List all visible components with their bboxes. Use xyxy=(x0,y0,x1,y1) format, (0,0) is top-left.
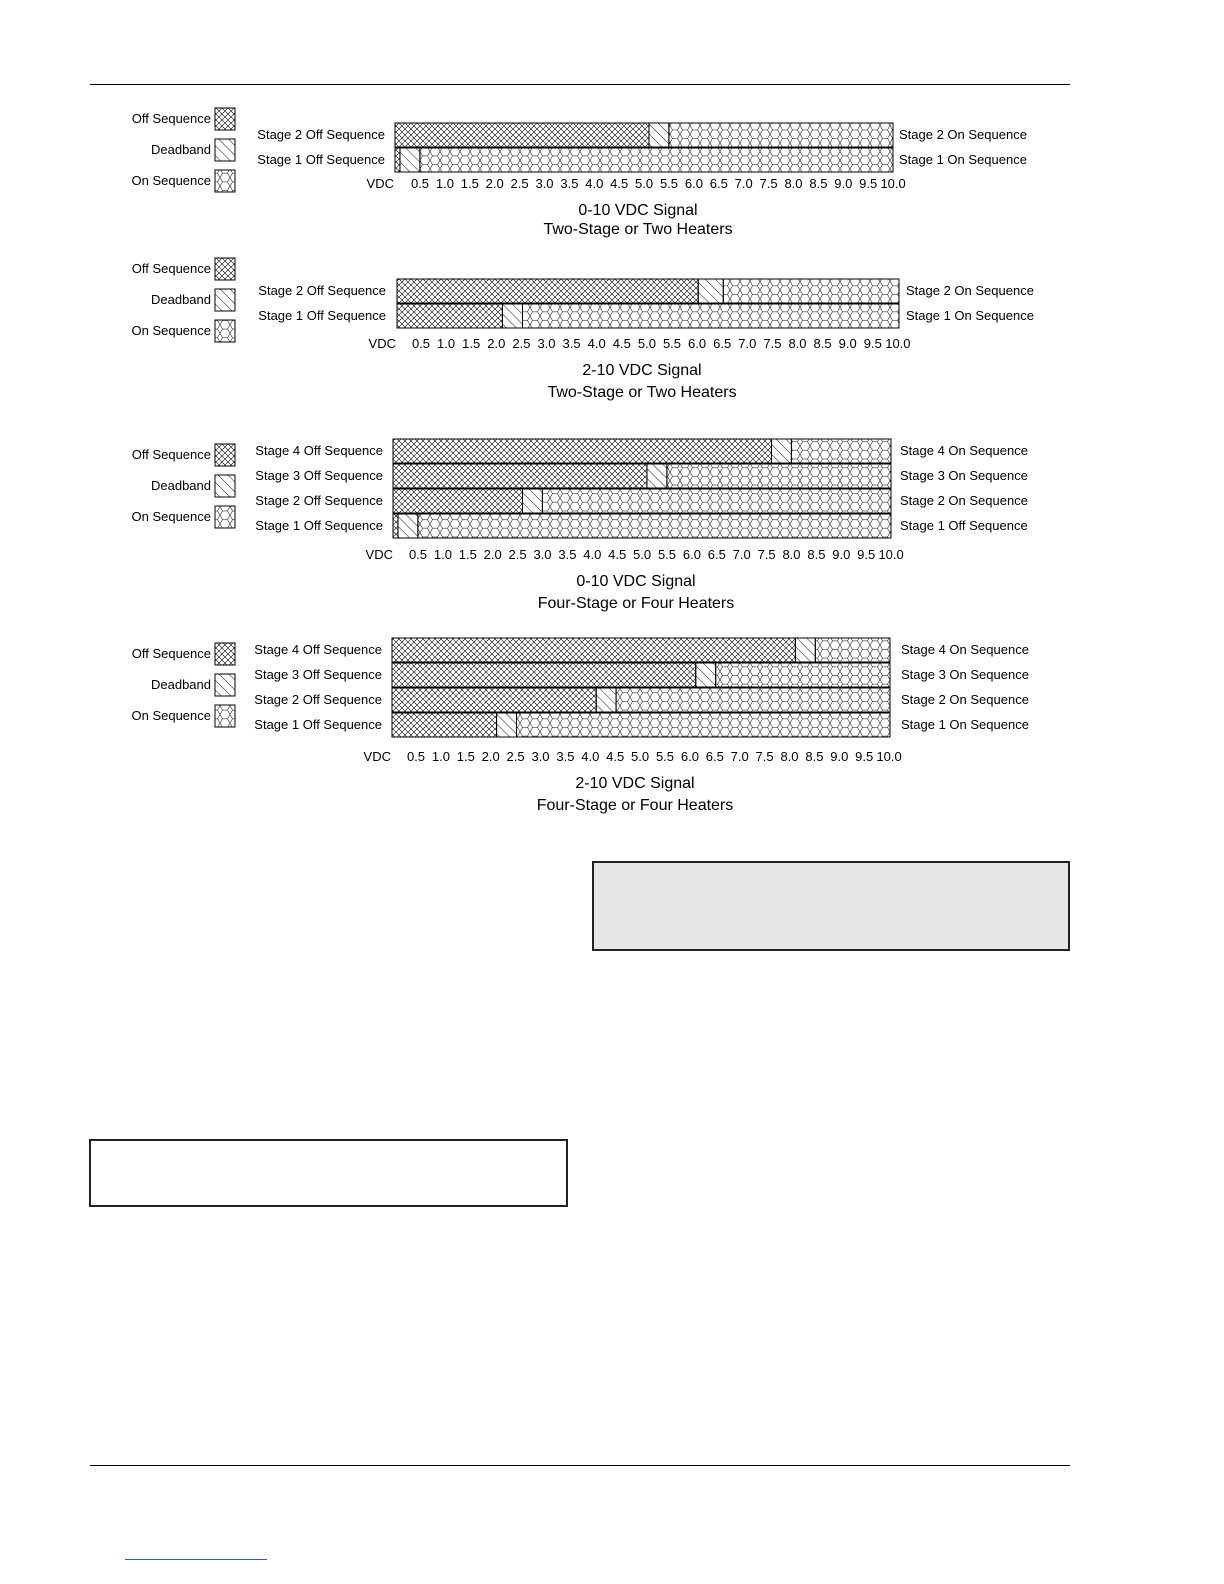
bar-deadband-segment xyxy=(497,713,517,737)
stage-right-label: Stage 1 On Sequence xyxy=(901,717,1029,732)
bar-off-segment xyxy=(392,663,696,687)
tick-label: 2.5 xyxy=(508,547,527,562)
tick-label: 5.5 xyxy=(657,547,677,562)
legend-on-label: On Sequence xyxy=(131,323,211,338)
legend-off-swatch xyxy=(215,444,235,466)
bar-on-segment xyxy=(815,638,890,662)
chart-title: 0-10 VDC Signal xyxy=(578,202,698,219)
legend-on-swatch xyxy=(215,506,235,528)
tick-label: 4.0 xyxy=(583,547,602,562)
stage-right-label: Stage 1 On Sequence xyxy=(899,152,1027,167)
tick-label: 0.5 xyxy=(410,176,430,191)
tick-label: 6.0 xyxy=(688,336,707,351)
legend-dead-swatch xyxy=(215,475,235,497)
stage-right-label: Stage 2 On Sequence xyxy=(899,127,1027,142)
tick-label: 4.5 xyxy=(606,749,625,764)
legend-off-label: Off Sequence xyxy=(131,261,211,276)
bar-deadband-segment xyxy=(522,489,542,513)
tick-label: 3.0 xyxy=(537,336,556,351)
tick-label: 1.5 xyxy=(458,547,477,562)
stage-right-label: Stage 2 On Sequence xyxy=(901,692,1029,707)
tick-label: 5.5 xyxy=(655,749,675,764)
legend-on-swatch xyxy=(215,705,235,727)
tick-label: 8.5 xyxy=(805,749,824,764)
bar-on-segment xyxy=(420,148,893,172)
bar-on-segment xyxy=(418,514,891,538)
tick-label: 2.0 xyxy=(481,749,500,764)
tick-label: 8.0 xyxy=(782,547,801,562)
tick-label: 9.0 xyxy=(838,336,857,351)
bar-deadband-segment xyxy=(698,279,723,303)
bar-off-segment xyxy=(393,439,771,463)
tick-label: 8.5 xyxy=(807,547,826,562)
bar-off-segment xyxy=(395,148,400,172)
stage-left-label: Stage 1 Off Sequence xyxy=(258,308,386,323)
tick-label: 5.0 xyxy=(633,547,652,562)
legend-on-swatch xyxy=(215,170,235,192)
stage-left-label: Stage 1 Off Sequence xyxy=(255,518,383,533)
tick-label: 0.5 xyxy=(406,749,426,764)
tick-label: 1.0 xyxy=(431,749,450,764)
tick-label: 1.5 xyxy=(456,749,475,764)
tick-label: 1.0 xyxy=(433,547,452,562)
stage-left-label: Stage 3 Off Sequence xyxy=(255,468,383,483)
tick-label: 9.5 xyxy=(859,176,878,191)
tick-label: 4.0 xyxy=(587,336,606,351)
note-box-left xyxy=(89,1139,568,1207)
axis-label-vdc: VDC xyxy=(366,176,394,191)
legend-off-swatch xyxy=(215,643,235,665)
chart-title: 0-10 VDC Signal xyxy=(576,573,696,590)
bar-deadband-segment xyxy=(649,123,669,147)
tick-label: 6.5 xyxy=(709,176,728,191)
stage-right-label: Stage 1 Off Sequence xyxy=(900,518,1028,533)
tick-label: 2.5 xyxy=(512,336,531,351)
tick-label: 9.5 xyxy=(863,336,882,351)
legend-dead-swatch xyxy=(215,289,235,311)
tick-label: 7.5 xyxy=(763,336,782,351)
tick-label: 1.0 xyxy=(437,336,456,351)
bar-on-segment xyxy=(517,713,891,737)
bar-deadband-segment xyxy=(771,439,791,463)
footer-link-underline[interactable] xyxy=(125,1559,267,1560)
stage-left-label: Stage 2 Off Sequence xyxy=(255,493,383,508)
legend-off-swatch xyxy=(215,258,235,280)
bar-deadband-segment xyxy=(596,688,616,712)
stage-left-label: Stage 3 Off Sequence xyxy=(254,667,382,682)
tick-label: 5.0 xyxy=(637,336,656,351)
chart-subtitle: Four-Stage or Four Heaters xyxy=(537,595,735,612)
chart-title: 2-10 VDC Signal xyxy=(575,775,695,792)
bar-on-segment xyxy=(791,439,891,463)
stage-right-label: Stage 1 On Sequence xyxy=(906,308,1034,323)
bar-on-segment xyxy=(716,663,890,687)
bar-off-segment xyxy=(393,464,647,488)
chart-subtitle: Two-Stage or Two Heaters xyxy=(547,384,737,401)
tick-label: 9.0 xyxy=(830,749,849,764)
legend-off-label: Off Sequence xyxy=(131,111,211,126)
tick-label: 10.0 xyxy=(878,547,904,562)
tick-label: 5.5 xyxy=(659,176,679,191)
stage-left-label: Stage 2 Off Sequence xyxy=(258,283,386,298)
tick-label: 2.5 xyxy=(506,749,525,764)
legend-off-label: Off Sequence xyxy=(131,447,211,462)
bar-deadband-segment xyxy=(398,514,418,538)
bar-deadband-segment xyxy=(647,464,667,488)
bar-on-segment xyxy=(669,123,893,147)
chart-subtitle: Two-Stage or Two Heaters xyxy=(543,221,733,238)
bar-off-segment xyxy=(395,123,649,147)
stage-right-label: Stage 4 On Sequence xyxy=(900,443,1028,458)
tick-label: 8.5 xyxy=(809,176,828,191)
legend-dead-swatch xyxy=(215,674,235,696)
tick-label: 3.0 xyxy=(535,176,554,191)
tick-label: 8.5 xyxy=(813,336,832,351)
stage-right-label: Stage 3 On Sequence xyxy=(901,667,1029,682)
bar-off-segment xyxy=(393,514,398,538)
bar-off-segment xyxy=(392,688,596,712)
tick-label: 8.0 xyxy=(780,749,799,764)
tick-label: 7.0 xyxy=(732,547,751,562)
tick-label: 6.0 xyxy=(682,547,701,562)
legend-dead-label: Deadband xyxy=(151,292,211,307)
note-box-right xyxy=(592,861,1070,951)
legend-dead-label: Deadband xyxy=(151,677,211,692)
bar-deadband-segment xyxy=(400,148,420,172)
tick-label: 3.5 xyxy=(558,547,577,562)
bar-off-segment xyxy=(393,489,522,513)
tick-label: 3.0 xyxy=(533,547,552,562)
tick-label: 4.5 xyxy=(608,547,627,562)
bar-off-segment xyxy=(397,304,502,328)
axis-label-vdc: VDC xyxy=(365,547,393,562)
bar-deadband-segment xyxy=(502,304,522,328)
bar-on-segment xyxy=(542,489,891,513)
tick-label: 2.0 xyxy=(483,547,502,562)
bar-on-segment xyxy=(723,279,899,303)
legend-dead-swatch xyxy=(215,139,235,161)
stage-left-label: Stage 2 Off Sequence xyxy=(254,692,382,707)
chart-subtitle: Four-Stage or Four Heaters xyxy=(536,797,734,814)
stage-left-label: Stage 2 Off Sequence xyxy=(257,127,385,142)
axis-label-vdc: VDC xyxy=(368,336,396,351)
tick-label: 1.5 xyxy=(460,176,479,191)
tick-label: 9.0 xyxy=(834,176,853,191)
tick-label: 9.5 xyxy=(855,749,874,764)
bar-deadband-segment xyxy=(696,663,716,687)
tick-label: 2.0 xyxy=(485,176,504,191)
chart-title: 2-10 VDC Signal xyxy=(582,362,702,379)
stage-left-label: Stage 4 Off Sequence xyxy=(254,642,382,657)
tick-label: 9.0 xyxy=(832,547,851,562)
tick-label: 6.5 xyxy=(707,547,726,562)
tick-label: 4.5 xyxy=(610,176,629,191)
tick-label: 1.5 xyxy=(462,336,481,351)
tick-label: 0.5 xyxy=(411,336,431,351)
bottom-rule xyxy=(90,1465,1070,1466)
bar-on-segment xyxy=(616,688,890,712)
bar-off-segment xyxy=(392,713,497,737)
tick-label: 3.5 xyxy=(562,336,581,351)
axis-label-vdc: VDC xyxy=(363,749,391,764)
tick-label: 6.0 xyxy=(684,176,703,191)
tick-label: 7.0 xyxy=(734,176,753,191)
bar-on-segment xyxy=(523,304,900,328)
legend-dead-label: Deadband xyxy=(151,142,211,157)
tick-label: 10.0 xyxy=(880,176,906,191)
stage-right-label: Stage 2 On Sequence xyxy=(900,493,1028,508)
stage-left-label: Stage 1 Off Sequence xyxy=(257,152,385,167)
tick-label: 5.5 xyxy=(662,336,682,351)
tick-label: 3.5 xyxy=(560,176,579,191)
tick-label: 3.0 xyxy=(531,749,550,764)
legend-off-label: Off Sequence xyxy=(131,646,211,661)
tick-label: 4.0 xyxy=(581,749,600,764)
tick-label: 7.5 xyxy=(755,749,774,764)
bar-off-segment xyxy=(392,638,795,662)
tick-label: 6.5 xyxy=(705,749,724,764)
bar-deadband-segment xyxy=(795,638,815,662)
tick-label: 6.5 xyxy=(713,336,732,351)
tick-label: 5.0 xyxy=(631,749,650,764)
tick-label: 0.5 xyxy=(408,547,428,562)
legend-on-label: On Sequence xyxy=(131,509,211,524)
tick-label: 4.0 xyxy=(585,176,604,191)
legend-off-swatch xyxy=(215,108,235,130)
tick-label: 7.0 xyxy=(730,749,749,764)
tick-label: 10.0 xyxy=(876,749,902,764)
tick-label: 8.0 xyxy=(788,336,807,351)
bar-on-segment xyxy=(667,464,891,488)
tick-label: 2.5 xyxy=(510,176,529,191)
tick-label: 6.0 xyxy=(680,749,699,764)
tick-label: 3.5 xyxy=(556,749,575,764)
tick-label: 4.5 xyxy=(612,336,631,351)
legend-dead-label: Deadband xyxy=(151,478,211,493)
tick-label: 1.0 xyxy=(435,176,454,191)
legend-on-label: On Sequence xyxy=(131,708,211,723)
stage-right-label: Stage 3 On Sequence xyxy=(900,468,1028,483)
tick-label: 2.0 xyxy=(487,336,506,351)
tick-label: 10.0 xyxy=(885,336,911,351)
stage-left-label: Stage 4 Off Sequence xyxy=(255,443,383,458)
bar-off-segment xyxy=(397,279,698,303)
legend-on-label: On Sequence xyxy=(131,173,211,188)
stage-left-label: Stage 1 Off Sequence xyxy=(254,717,382,732)
tick-label: 7.5 xyxy=(757,547,776,562)
stage-right-label: Stage 2 On Sequence xyxy=(906,283,1034,298)
stage-right-label: Stage 4 On Sequence xyxy=(901,642,1029,657)
tick-label: 8.0 xyxy=(784,176,803,191)
tick-label: 7.5 xyxy=(759,176,778,191)
tick-label: 5.0 xyxy=(635,176,654,191)
tick-label: 7.0 xyxy=(738,336,757,351)
tick-label: 9.5 xyxy=(857,547,876,562)
legend-on-swatch xyxy=(215,320,235,342)
